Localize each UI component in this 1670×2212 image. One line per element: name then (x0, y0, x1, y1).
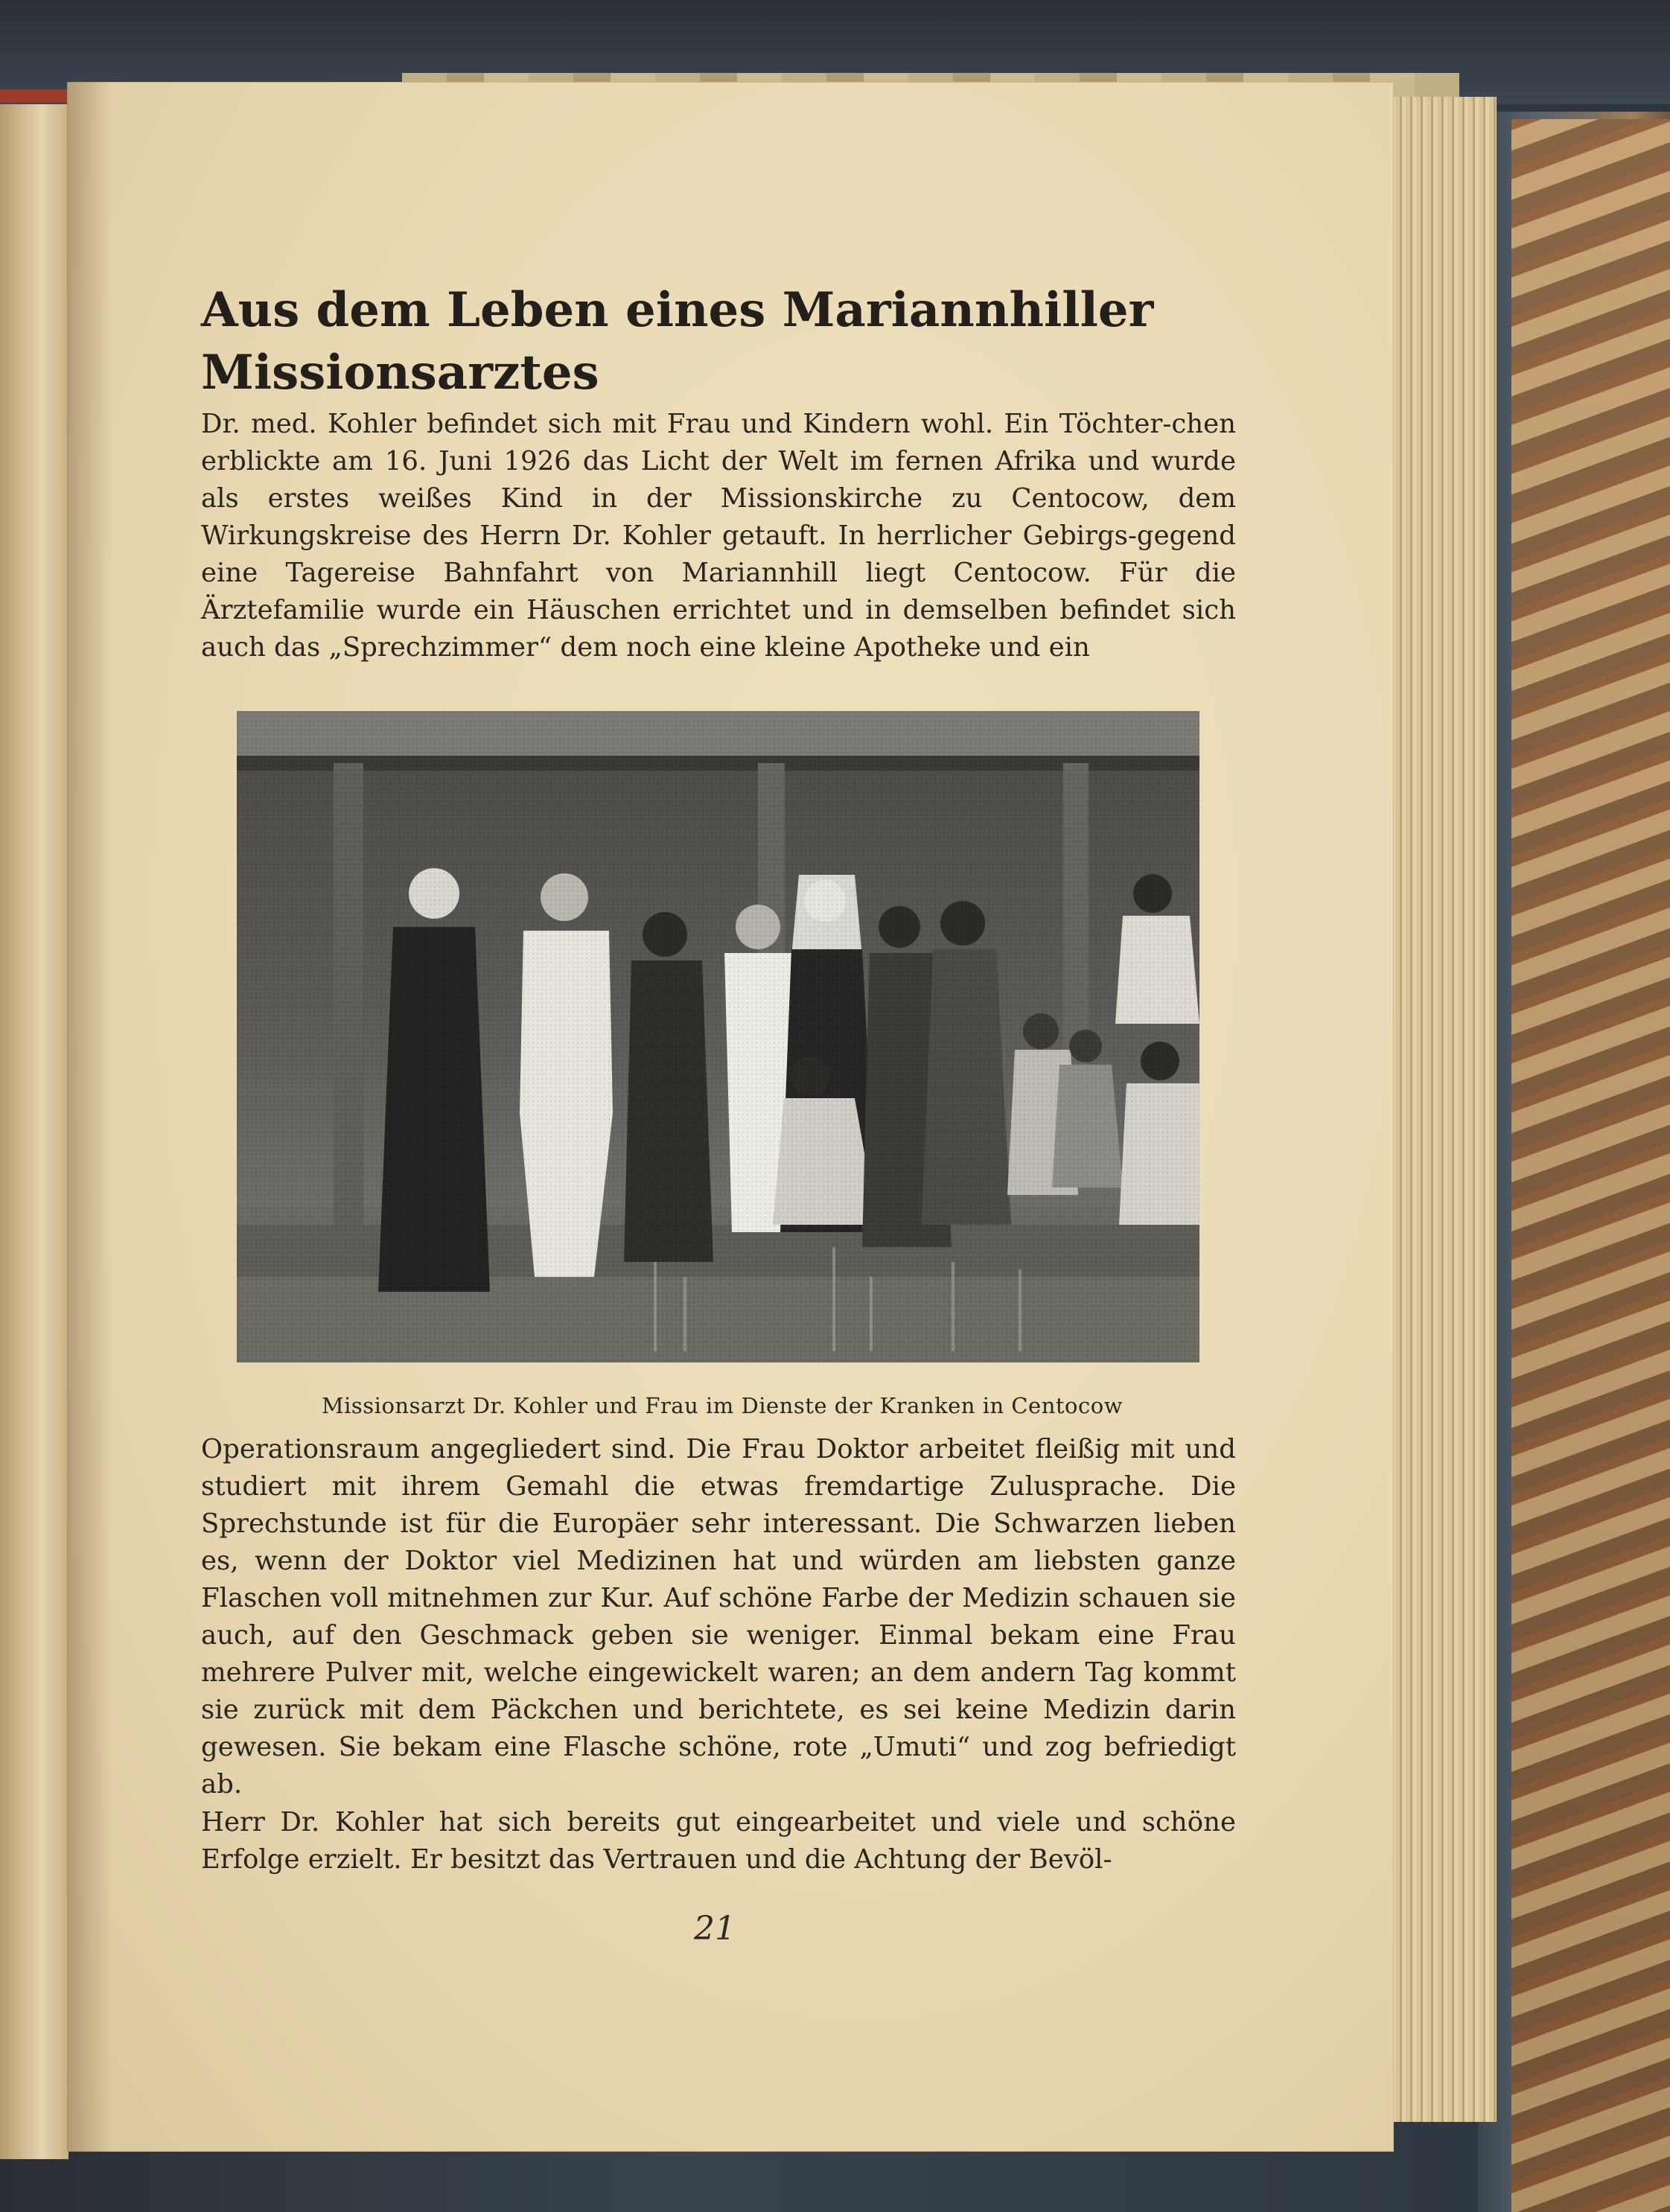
page-gutter-shadow (67, 82, 112, 2152)
paragraph-2: Operationsraum angegliedert sind. Die Frau Doktor arbeitet fleißig mit und studiert mit ihrem Gemahl die etwas fremdartige Zulusprache. Die Sprechstunde ist für die Europäer sehr interessant. Die Schwarzen lieben es, wenn der Doktor viel Medizinen hat und würden am liebsten ganze Flaschen voll mitnehmen zur Kur. Auf schöne Farbe der Medizin schauen sie auch, auf den Geschmack geben sie weniger. Einmal bekam eine Frau mehrere Pulver mit, welche eingewickelt waren; an dem andern Tag kommt sie zurück mit dem Päckchen und berichtete, es sei keine Medizin darin gewesen. Sie bekam eine Flasche schöne, rote „Umuti“ und zog befriedigt ab. (201, 1434, 1236, 1800)
photo-caption: Missionsarzt Dr. Kohler und Frau im Dienste der Kranken in Centocow (321, 1393, 1124, 1418)
group-photo (237, 711, 1199, 1362)
left-page-edge (0, 104, 68, 2159)
article-heading: Aus dem Leben eines Mariannhiller Missionsarztes (201, 282, 1154, 401)
paragraph-3: Herr Dr. Kohler hat sich bereits gut eingearbeitet und viele und schöne Erfolge erzielt. Er besitzt das Vertrauen und die Achtung der Bevöl- (201, 1807, 1236, 1875)
page-number: 21 (694, 1910, 736, 1948)
marbled-edge (1511, 119, 1670, 2212)
paragraph-1: Dr. med. Kohler befindet sich mit Frau und Kindern wohl. Ein Töchter-chen erblickte am 16. Juni 1926 das Licht der Welt im fernen Afrika und wurde als erstes weißes Kind in der Missionskirche zu Centocow, dem Wirkungskreise des Herrn Dr. Kohler getauft. In herrlicher Gebirgs-gegend eine Tagereise Bahnfahrt von Mariannhill liegt Centocow. Für die Ärztefamilie wurde ein Häuschen errichtet und in demselben befindet sich auch das „Sprechzimmer“ dem noch eine kleine Apotheke und ein (201, 409, 1236, 663)
photo-illustration (237, 711, 1199, 1362)
page-stack-edge (1385, 97, 1497, 2122)
